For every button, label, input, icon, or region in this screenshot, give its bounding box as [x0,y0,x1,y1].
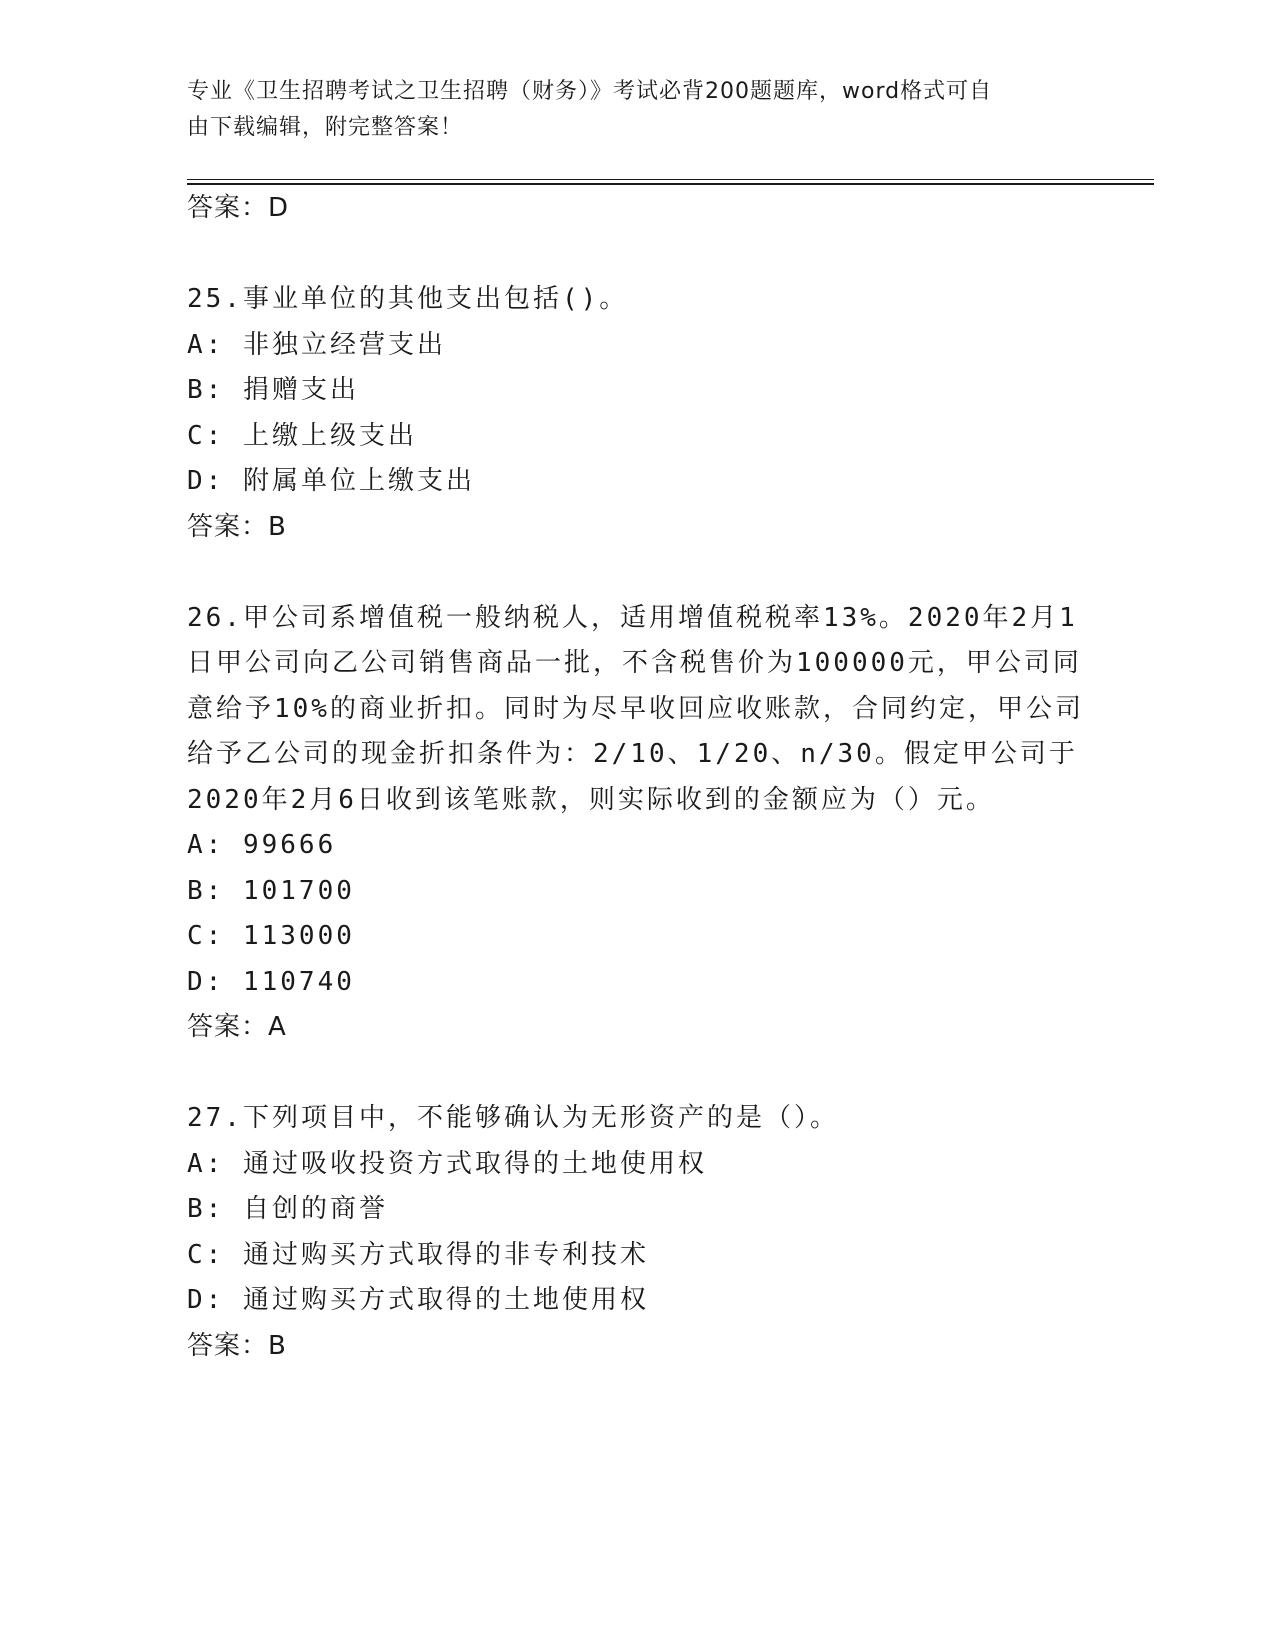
question-text: 意给予10%的商业折扣。同时为尽早收回应收账款，合同约定，甲公司 [187,693,1084,724]
question-text: 日甲公司向乙公司销售商品一批，不含税售价为100000元，甲公司同 [187,648,1082,678]
answer-label: 答案：B [187,511,287,542]
option-d: D: 110740 [187,966,355,997]
option-c: C: 通过购买方式取得的非专利技术 [187,1239,649,1270]
option-c: C: 113000 [187,921,355,951]
header-line-2: 由下载编辑，附完整答案！ [187,115,464,140]
question-text: 25.事业单位的其他支出包括()。 [187,284,629,314]
question-text: 给予乙公司的现金折扣条件为：2/10、1/20、n/30。假定甲公司于 [187,739,1078,769]
header-line-1: 专业《卫生招聘考试之卫生招聘（财务）》考试必背200题题库，word格式可自 [187,79,993,104]
question-block [187,1096,1087,1369]
spacer [187,550,1087,596]
option-a: A: 通过吸收投资方式取得的土地使用权 [187,1148,707,1179]
option-d: D: 附属单位上缴支出 [187,466,475,496]
question-block [187,277,1087,550]
question-text: 26.甲公司系增值税一般纳税人，适用增值税税率13%。2020年2月1 [187,602,1078,633]
option-c: C: 上缴上级支出 [187,420,417,451]
question-text: 2020年2月6日收到该笔账款，则实际收到的金额应为（）元。 [187,784,995,815]
header-divider-thick [187,183,1154,185]
option-a: A: 非独立经营支出 [187,329,446,360]
option-b: B: 101700 [187,875,355,906]
spacer [187,1051,1087,1097]
question-block [187,596,1087,1051]
option-a: A: 99666 [187,830,337,860]
option-d: D: 通过购买方式取得的土地使用权 [187,1285,649,1315]
question-text: 27.下列项目中，不能够确认为无形资产的是（）。 [187,1103,839,1133]
spacer [187,232,1087,278]
answer-label: 答案：D [187,193,290,223]
option-b: B: 捐赠支出 [187,375,359,405]
option-b: B: 自创的商誉 [187,1194,388,1224]
answer-label: 答案：A [187,1012,287,1042]
header-divider-thin [187,179,1154,180]
document-header [187,74,1067,146]
question-content [187,186,1087,1369]
answer-label: 答案：B [187,1330,287,1361]
